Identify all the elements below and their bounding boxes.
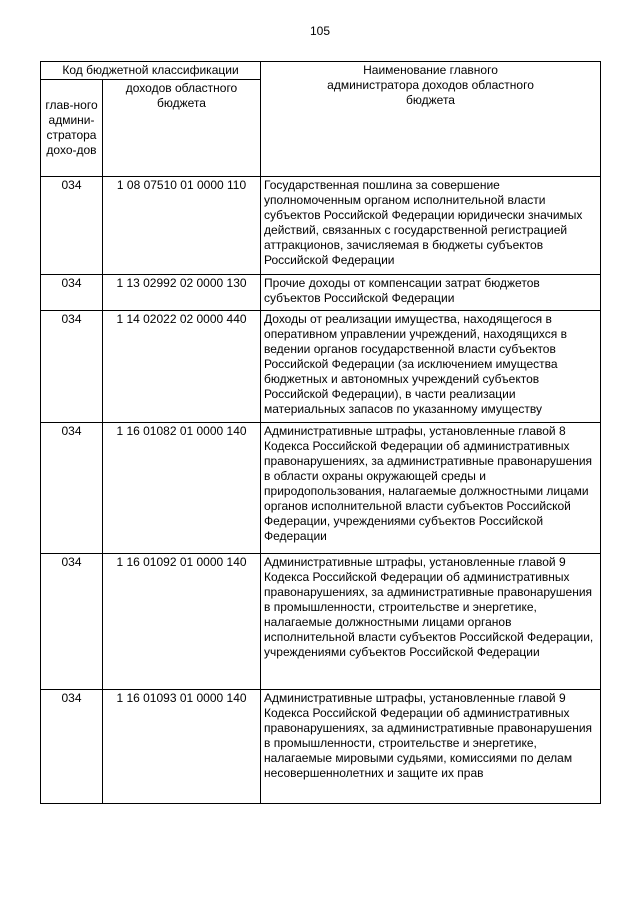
description-cell: Административные штрафы, установленные главой 9 Кодекса Российской Федерации об административных правонарушениях, за административные правонарушения в промышленности, строительстве и энергетике, налагаемые должностными лицами органов исполнительной власти субъектов Российской Федерации, учреждениями субъектов Российской Федерации: [261, 554, 601, 690]
budget-code-cell: 1 16 01082 01 0000 140: [103, 423, 261, 554]
budget-code-cell: 1 08 07510 01 0000 110: [103, 177, 261, 275]
admin-code-cell: 034: [41, 690, 103, 804]
table-row: [41, 690, 601, 804]
table-row: [41, 311, 601, 423]
table-row: [41, 554, 601, 690]
header-regional-budget-income-text: доходов областного бюджета: [125, 81, 238, 110]
table-row: [41, 423, 601, 554]
budget-code-cell: 1 16 01092 01 0000 140: [103, 554, 261, 690]
description-cell: Административные штрафы, установленные главой 9 Кодекса Российской Федерации об административных правонарушениях, за административные правонарушения в промышленности, строительстве и энергетике, налагаемые мировыми судьями, комиссиями по делам несовершеннолетних и защите их прав: [261, 690, 601, 804]
header-budget-classification-code: Код бюджетной классификации: [41, 62, 261, 80]
header-administrator-name: [261, 62, 601, 177]
header-main-administrator: [41, 80, 103, 177]
budget-code-cell: 1 14 02022 02 0000 440: [103, 311, 261, 423]
admin-code-cell: 034: [41, 275, 103, 311]
description-cell: Прочие доходы от компенсации затрат бюджетов субъектов Российской Федерации: [261, 275, 601, 311]
admin-code-cell: 034: [41, 423, 103, 554]
budget-code-cell: 1 16 01093 01 0000 140: [103, 690, 261, 804]
description-cell: Государственная пошлина за совершение уполномоченным органом исполнительной власти субъектов Российской Федерации юридически значимых действий, связанных с государственной регистрацией аттракционов, зачисляемая в бюджеты субъектов Российской Федерации: [261, 177, 601, 275]
table-row: [41, 275, 601, 311]
description-cell: Административные штрафы, установленные главой 8 Кодекса Российской Федерации об административных правонарушениях, за административные правонарушения в области охраны окружающей среды и природопользования, налагаемые должностными лицами органов исполнительной власти субъектов Российской Федерации, учреждениями субъектов Российской Федерации: [261, 423, 601, 554]
budget-classification-table: [40, 61, 601, 804]
admin-code-cell: 034: [41, 177, 103, 275]
admin-code-cell: 034: [41, 554, 103, 690]
page-number: 105: [309, 24, 331, 38]
admin-code-cell: 034: [41, 311, 103, 423]
header-regional-budget-income: [103, 80, 261, 177]
description-cell: Доходы от реализации имущества, находящегося в оперативном управлении учреждений, находящихся в ведении органов государственной власти субъектов Российской Федерации (за исключением имущества бюджетных и автономных учреждений субъектов Российской Федерации), в части реализации материальных запасов по указанному имуществу: [261, 311, 601, 423]
table-row: [41, 177, 601, 275]
budget-code-cell: 1 13 02992 02 0000 130: [103, 275, 261, 311]
header-main-administrator-text: глав-ного админи-стратора дохо-дов: [45, 97, 98, 157]
header-administrator-name-text: Наименование главного администратора доходов областного бюджета: [327, 63, 534, 107]
